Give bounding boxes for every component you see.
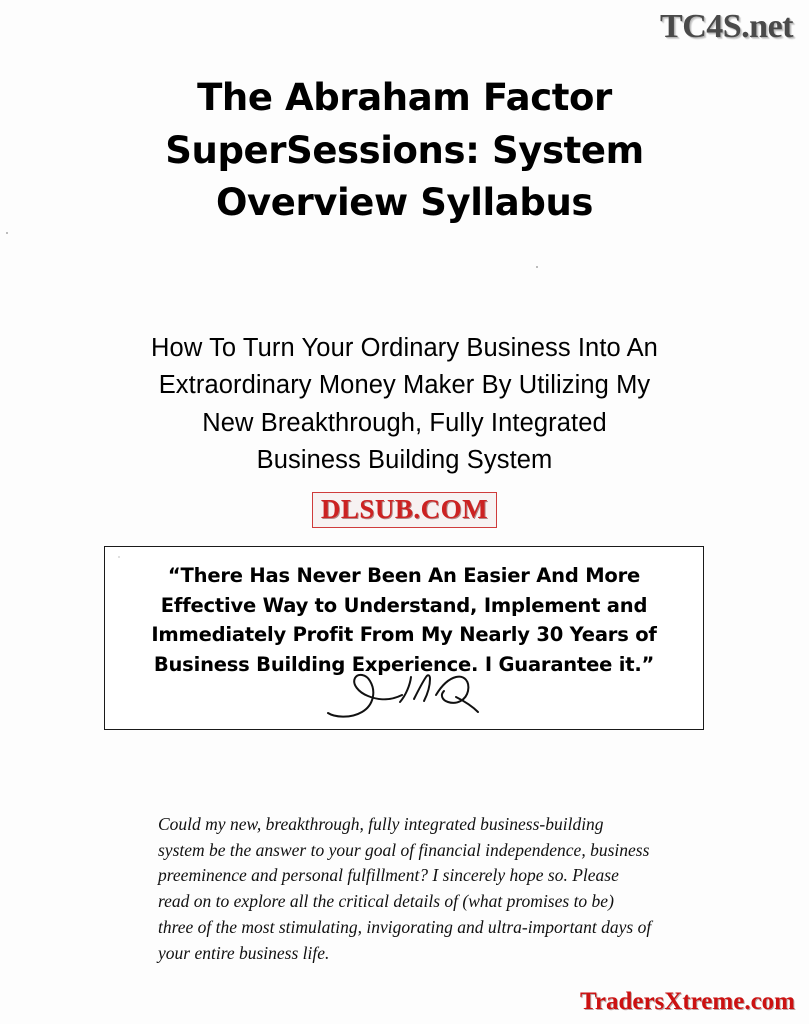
- page-subtitle-line: New Breakthrough, Fully Integrated: [202, 408, 607, 437]
- page-title-line: SuperSessions: System: [165, 128, 644, 172]
- page-title: [0, 72, 809, 230]
- page-subtitle-line: How To Turn Your Ordinary Business Into An: [151, 334, 658, 362]
- page-title-line: Overview Syllabus: [215, 181, 594, 225]
- site-stamp-text: DLSUB.COM: [312, 492, 497, 528]
- testimonial-text: [105, 547, 703, 680]
- signature-icon: [314, 669, 494, 723]
- page-subtitle: [0, 330, 809, 480]
- page-title-line: The Abraham Factor: [197, 76, 612, 119]
- closing-paragraph: [158, 812, 706, 966]
- testimonial-line: Effective Way to Understand, Implement and: [160, 593, 648, 617]
- scan-speck: [536, 266, 538, 268]
- closing-line: your entire business life.: [158, 942, 330, 963]
- closing-line: system be the answer to your goal of financial independence, business: [158, 839, 650, 860]
- scan-speck: [118, 556, 120, 558]
- closing-line: Could my new, breakthrough, fully integrated business-building: [158, 814, 604, 834]
- closing-line: three of the most stimulating, invigorating and ultra-important days of: [158, 916, 652, 937]
- page-subtitle-line: Business Building System: [256, 446, 553, 475]
- site-watermark-top: TC4S.net: [660, 8, 793, 45]
- scan-speck: [6, 232, 8, 234]
- closing-line: read on to explore all the critical details of (what promises to be): [158, 891, 614, 912]
- testimonial-line: Immediately Profit From My Nearly 30 Years of: [151, 623, 657, 647]
- testimonial-box: [104, 546, 704, 730]
- site-stamp: [0, 492, 809, 528]
- page-subtitle-line: Extraordinary Money Maker By Utilizing My: [158, 371, 651, 400]
- site-watermark-bottom: TradersXtreme.com: [580, 988, 795, 1015]
- closing-line: preeminence and personal fulfillment? I sincerely hope so. Please: [158, 865, 619, 886]
- testimonial-line: “There Has Never Been An Easier And More: [167, 564, 641, 587]
- testimonial-line: Business Building Experience. I Guarantee it.”: [153, 652, 655, 676]
